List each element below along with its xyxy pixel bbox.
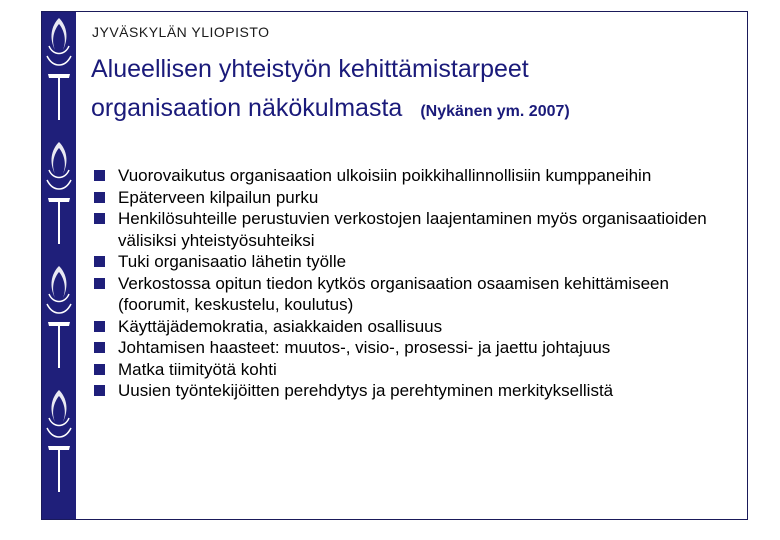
- bullet-text: Verkostossa opitun tiedon kytkös organisaation osaamisen kehittämiseen (foorumit, keskustelu, koulutus): [118, 273, 669, 314]
- slide-title: [91, 50, 570, 131]
- title-line-1: Alueellisen yhteistyön kehittämistarpeet: [91, 55, 529, 83]
- side-band: [42, 12, 76, 519]
- title-line-2-text: organisaation näkökulmasta: [91, 94, 403, 122]
- bullet-item: [92, 380, 742, 402]
- square-bullet-icon: [94, 321, 105, 332]
- bullet-text: Henkilösuhteille perustuvien verkostojen laajentaminen myös organisaatioiden välisiksi yhteistyösuhteiksi: [118, 209, 707, 250]
- square-bullet-icon: [94, 256, 105, 267]
- bullet-item: [92, 187, 742, 209]
- square-bullet-icon: [94, 213, 105, 224]
- title-line-2: [91, 89, 570, 131]
- square-bullet-icon: [94, 364, 105, 375]
- square-bullet-icon: [94, 385, 105, 396]
- bullet-item: [92, 316, 742, 338]
- square-bullet-icon: [94, 342, 105, 353]
- bullet-item: [92, 273, 742, 316]
- square-bullet-icon: [94, 170, 105, 181]
- university-emblem-icon: [45, 264, 73, 372]
- university-emblem-icon: [45, 16, 73, 124]
- bullet-item: [92, 359, 742, 381]
- bullet-text: Johtamisen haasteet: muutos-, visio-, prosessi- ja jaettu johtajuus: [118, 338, 611, 357]
- bullet-text: Matka tiimityötä kohti: [118, 359, 277, 379]
- bullet-list: [92, 165, 742, 402]
- bullet-text: Vuorovaikutus organisaation ulkoisiin poikkihallinnollisiin kumppaneihin: [118, 166, 652, 185]
- bullet-item: [92, 165, 742, 187]
- bullet-text: Käyttäjädemokratia, asiakkaiden osallisuus: [118, 316, 443, 336]
- bullet-text: Tuki organisaatio lähetin työlle: [118, 252, 347, 271]
- bullet-text: Epäterveen kilpailun purku: [118, 187, 319, 207]
- university-name: JYVÄSKYLÄN YLIOPISTO: [92, 24, 270, 40]
- square-bullet-icon: [94, 192, 105, 203]
- bullet-item: [92, 208, 742, 251]
- bullet-item: [92, 337, 742, 359]
- bullet-text: Uusien työntekijöitten perehdytys ja perehtyminen merkityksellistä: [118, 381, 614, 400]
- title-reference: (Nykänen ym. 2007): [420, 103, 570, 120]
- slide: [41, 11, 748, 520]
- square-bullet-icon: [94, 278, 105, 289]
- university-emblem-icon: [45, 388, 73, 496]
- university-emblem-icon: [45, 140, 73, 248]
- bullet-item: [92, 251, 742, 273]
